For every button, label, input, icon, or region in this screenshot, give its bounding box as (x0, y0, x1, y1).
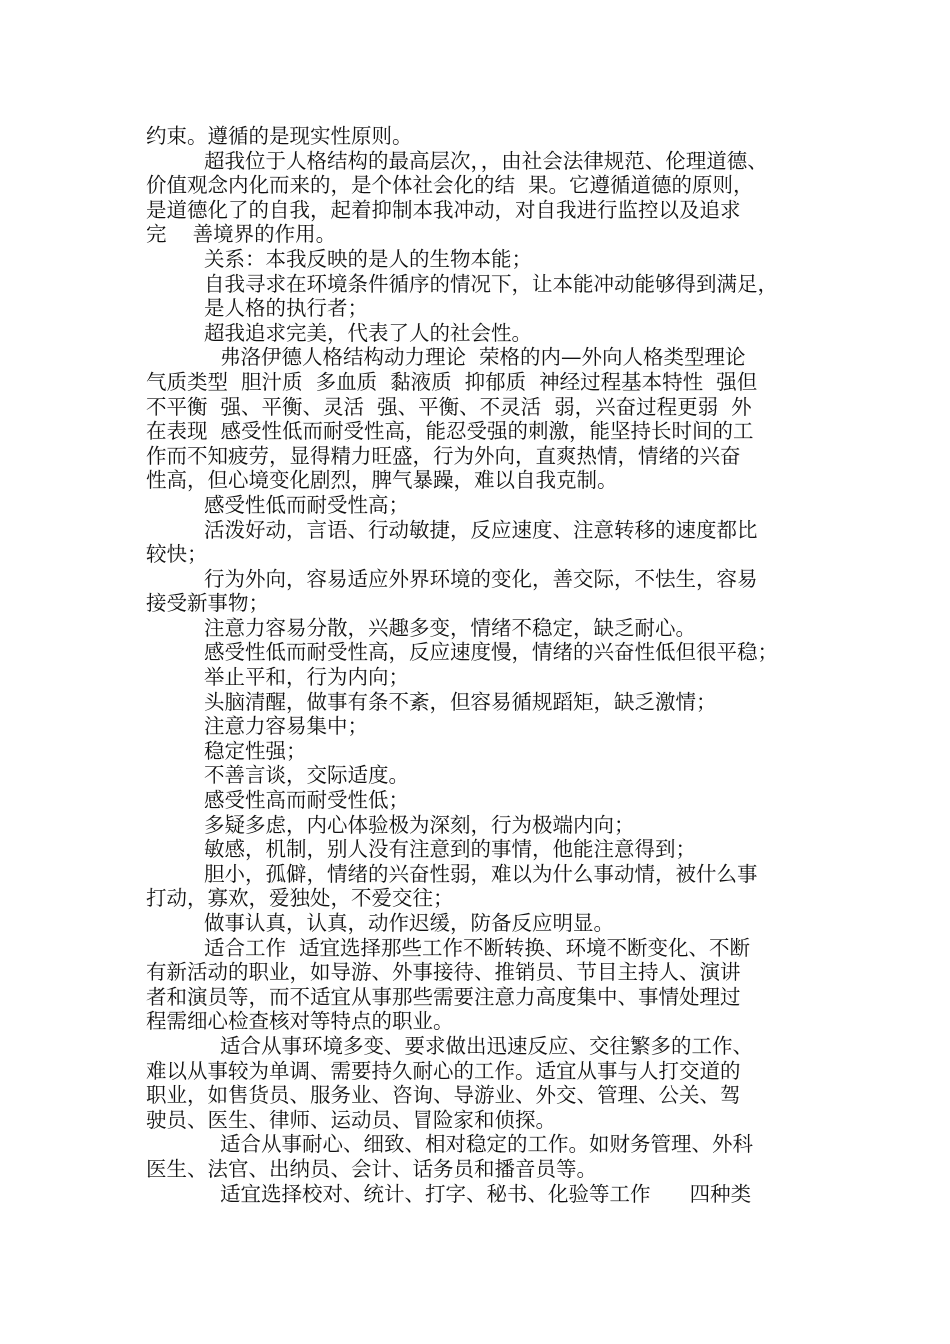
text-line: 是人格的执行者； (204, 296, 368, 321)
text-line: 关系：本我反映的是人的生物本能； (204, 246, 532, 271)
text-line: 不平衡 强、平衡、灵活 强、平衡、不灵活 弱，兴奋过程更弱 外 (146, 394, 752, 419)
text-line: 较快； (146, 542, 208, 567)
text-line: 弗洛伊德人格结构动力理论 荣格的内—外向人格类型理论 (220, 345, 746, 370)
text-line: 活泼好动，言语、行动敏捷，反应速度、注意转移的速度都比 (204, 517, 758, 542)
text-line: 作而不知疲劳，显得精力旺盛，行为外向，直爽热情，情绪的兴奋 (146, 443, 741, 468)
text-line: 性高，但心境变化剧烈，脾气暴躁，难以自我克制。 (146, 468, 618, 493)
text-line: 感受性低而耐受性高，反应速度慢，情绪的兴奋性低但很平稳； (204, 640, 778, 665)
text-line: 者和演员等，而不适宜从事那些需要注意力高度集中、事情处理过 (146, 984, 741, 1009)
text-line: 多疑多虑，内心体验极为深刻，行为极端内向； (204, 812, 635, 837)
text-line: 举止平和，行为内向； (204, 665, 409, 690)
text-line: 医生、法官、出纳员、会计、话务员和播音员等。 (146, 1156, 597, 1181)
text-line: 在表现 感受性低而耐受性高，能忍受强的刺激，能坚持长时间的工 (146, 419, 754, 444)
text-line: 超我位于人格结构的最高层次，，由社会法律规范、伦理道德、 (204, 148, 768, 173)
text-line: 稳定性强； (204, 738, 307, 763)
text-line: 适合从事耐心、细致、相对稳定的工作。如财务管理、外科 (220, 1132, 753, 1157)
text-line: 超我追求完美，代表了人的社会性。 (204, 320, 532, 345)
text-line: 打动，寡欢，爱独处，不爱交往； (146, 886, 454, 911)
text-line: 胆小，孤僻，情绪的兴奋性弱，难以为什么事动情，被什么事 (204, 861, 758, 886)
text-line: 适合工作 适宜选择那些工作不断转换、环境不断变化、不断 (204, 935, 751, 960)
text-line: 是道德化了的自我，起着抑制本我冲动，对自我进行监控以及追求 (146, 197, 741, 222)
text-line: 做事认真，认真，动作迟缓，防备反应明显。 (204, 911, 614, 935)
text-line: 约束。遵循的是现实性原则。 (146, 124, 413, 148)
text-line: 自我寻求在环境条件循序的情况下，让本能冲动能够得到满足， (204, 271, 778, 296)
text-line: 不善言谈，交际适度。 (204, 763, 409, 788)
text-line: 敏感，机制，别人没有注意到的事情，他能注意得到； (204, 837, 696, 862)
text-line: 头脑清醒，做事有条不紊，但容易循规蹈矩，缺乏激情； (204, 689, 717, 714)
text-line: 价值观念内化而来的，是个体社会化的结 果。它遵循道德的原则， (146, 173, 754, 198)
text-line: 职业，如售货员、服务业、咨询、导游业、外交、管理、公关、驾 (146, 1083, 741, 1108)
text-line: 程需细心检查核对等特点的职业。 (146, 1009, 454, 1034)
text-line: 行为外向，容易适应外界环境的变化，善交际，不怯生，容易 (204, 566, 758, 591)
text-line: 感受性高而耐受性低； (204, 788, 409, 813)
text-line: 注意力容易分散，兴趣多变，情绪不稳定，缺乏耐心。 (204, 615, 696, 640)
text-line: 感受性低而耐受性高； (204, 492, 409, 517)
text-line: 气质类型 胆汁质 多血质 黏液质 抑郁质 神经过程基本特性 强但 (146, 369, 758, 394)
text-line: 驶员、医生、律师、运动员、冒险家和侦探。 (146, 1107, 556, 1132)
text-line: 有新活动的职业，如导游、外事接待、推销员、节目主持人、演讲 (146, 960, 741, 985)
text-line: 难以从事较为单调、需要持久耐心的工作。适宜从事与人打交道的 (146, 1058, 741, 1083)
text-line: 完 善境界的作用。 (146, 222, 337, 247)
text-line: 适宜选择校对、统计、打字、秘书、化验等工作 四种类 (220, 1181, 752, 1206)
text-line: 适合从事环境多变、要求做出迅速反应、交往繁多的工作、 (220, 1033, 753, 1058)
text-line: 接受新事物； (146, 591, 269, 616)
document-body (146, 124, 826, 1206)
text-line: 注意力容易集中； (204, 714, 368, 739)
